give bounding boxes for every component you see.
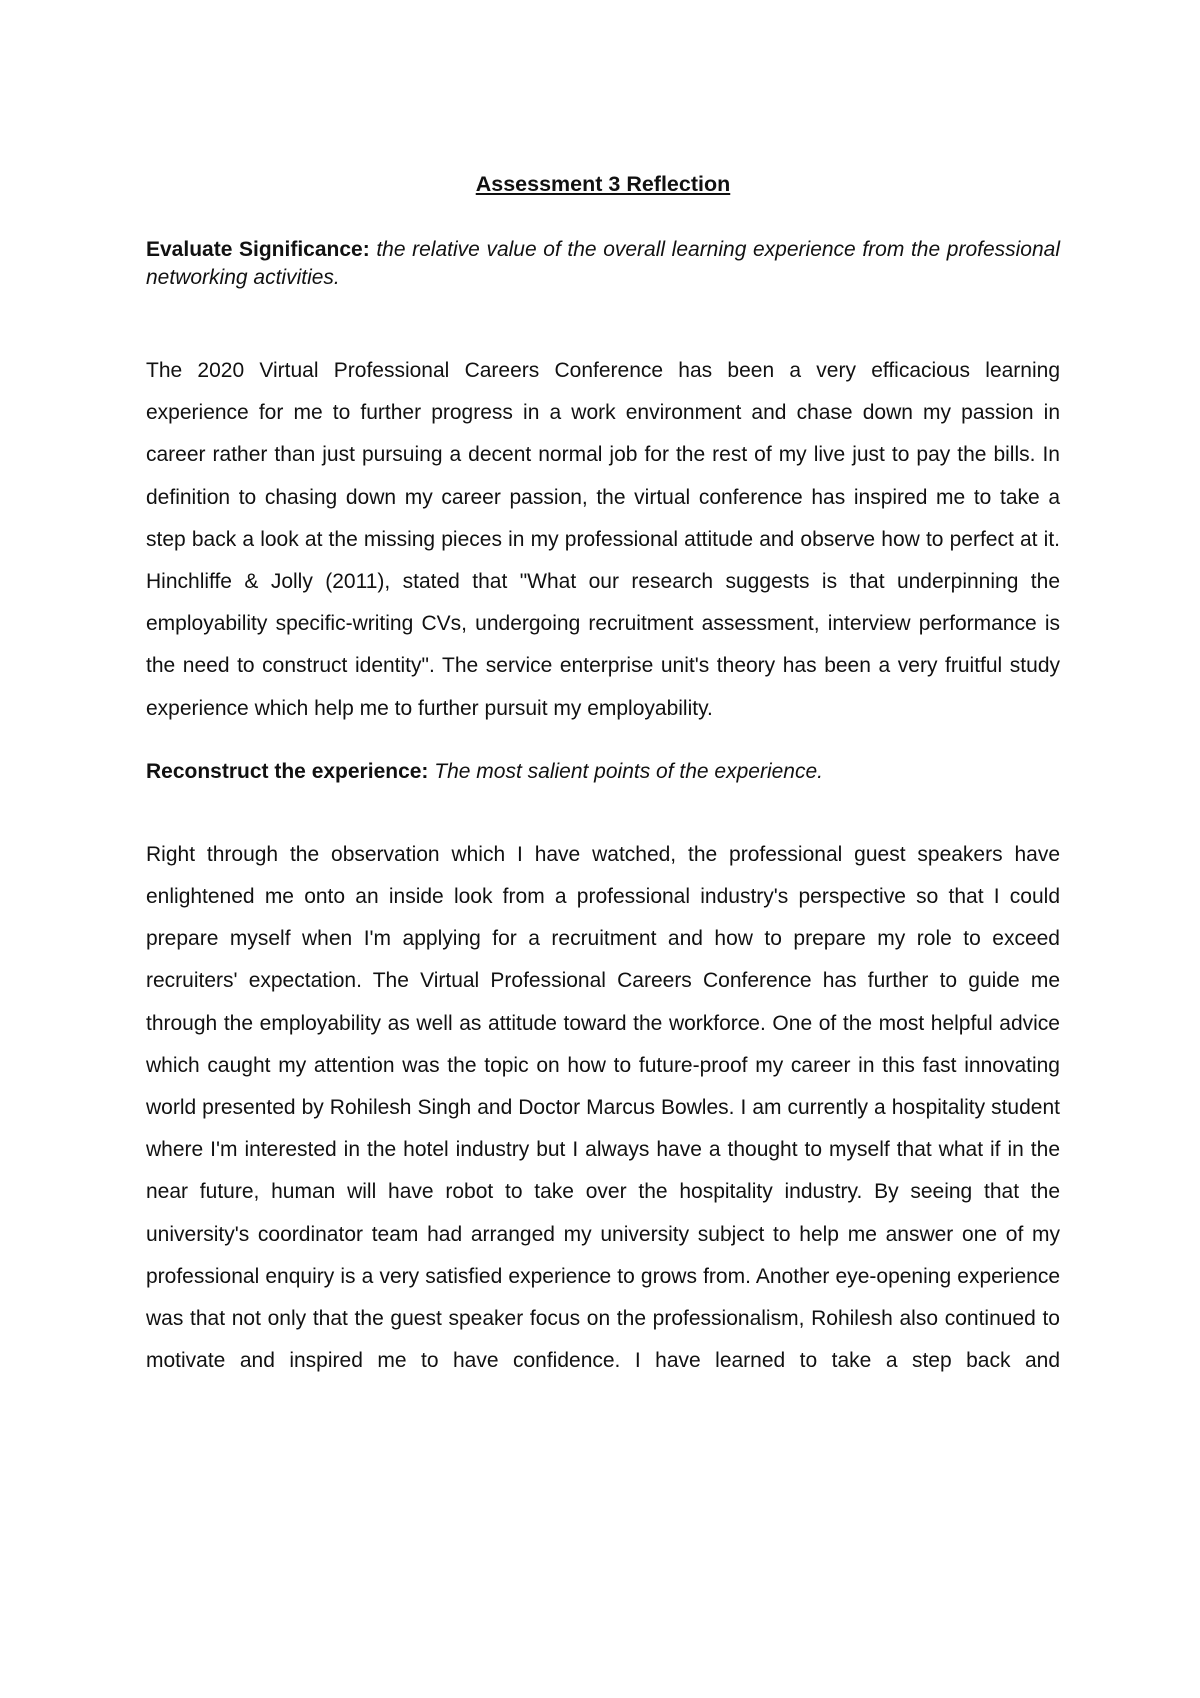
section-prompt-reconstruct-experience xyxy=(146,758,1060,786)
section-prompt-evaluate-significance xyxy=(146,236,1060,292)
document-title: Assessment 3 Reflection xyxy=(475,172,731,196)
section-body-paragraph: Right through the observation which I have watched, the professional guest speakers have enlightened me onto an inside look from a professional industry's perspective so that I could prepare myself when I'm applying for a recruitment and how to prepare my role to exceed recruiters' expectation. The Virtual Professional Careers Conference has further to guide me through the employability as well as attitude toward the workforce. One of the most helpful advice which caught my attention was the topic on how to future-proof my career in this fast innovating world presented by Rohilesh Singh and Doctor Marcus Bowles. I am currently a hospitality student where I'm interested in the hotel industry but I always have a thought to myself that what if in the near future, human will have robot to take over the hospitality industry. By seeing that the university's coordinator team had arranged my university subject to help me answer one of my professional enquiry is a very satisfied experience to grows from. Another eye-opening experience was that not only that the guest speaker focus on the professionalism, Rohilesh also continued to motivate and inspired me to have confidence. I have learned to take a step back and xyxy=(146,842,1060,1373)
section-body-paragraph: The 2020 Virtual Professional Careers Conference has been a very efficacious learning experience for me to further progress in a work environment and chase down my passion in career rather than just pursuing a decent normal job for the rest of my live just to pay the bills. In definition to chasing down my career passion, the virtual conference has inspired me to take a step back a look at the missing pieces in my professional attitude and observe how to perfect at it. Hinchliffe & Jolly (2011), stated that "What our research suggests is that underpinning the employability specific-writing CVs, undergoing recruitment assessment, interview performance is the need to construct identity". The service enterprise unit's theory has been a very fruitful study experience which help me to further pursuit my employability. xyxy=(146,359,1060,720)
section-description: the relative value of the overall learning experience from the professional networking activities. xyxy=(146,238,1061,289)
section-label: Evaluate Significance: xyxy=(146,238,370,261)
section-label: Reconstruct the experience: xyxy=(146,759,429,783)
section-description: The most salient points of the experience. xyxy=(434,759,823,783)
